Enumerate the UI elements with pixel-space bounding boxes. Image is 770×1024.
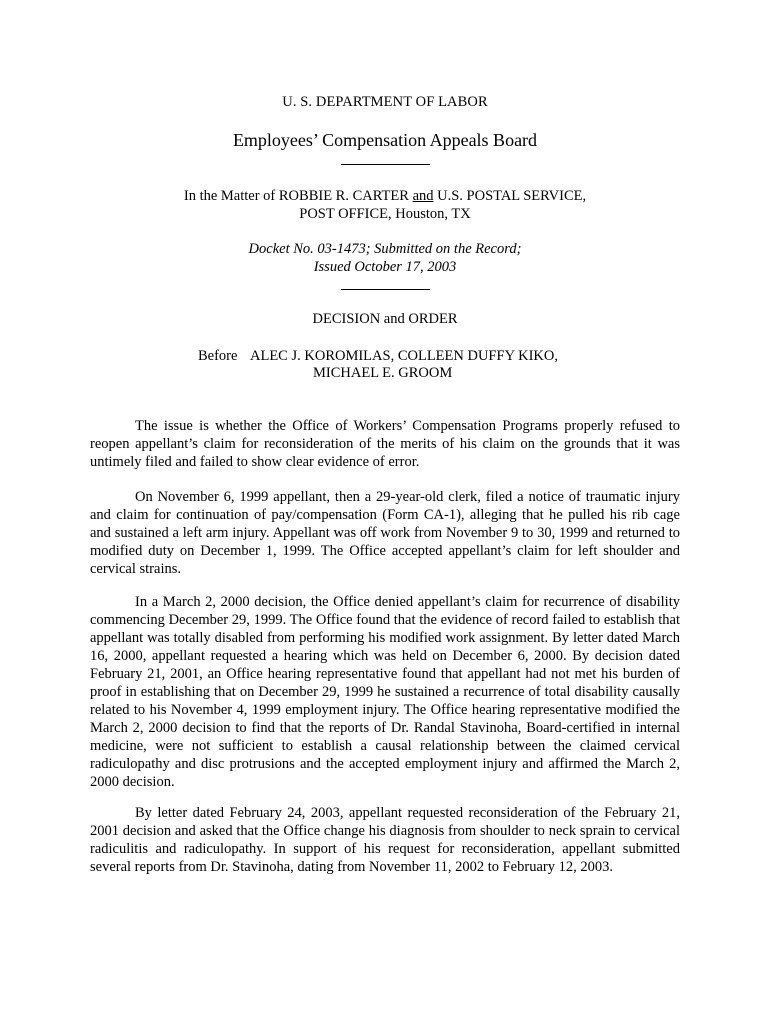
matter-and: and xyxy=(412,188,434,204)
divider-rule xyxy=(341,164,430,165)
docket-line-1: Docket No. 03-1473; Submitted on the Record; xyxy=(248,241,522,257)
paragraph-text: On November 6, 1999 appellant, then a 29-year-old clerk, filed a notice of traumatic injury and claim for continuation of pay/compensation (Form CA-1), alleging that he pulled his rib cage and sustained a left arm injury. Appellant was off work from November 9 to 30, 1999 and returned to modified duty on December 1, 1999. The Office accepted appellant’s claim for left shoulder and cervical strains. xyxy=(90,489,680,577)
paragraph-text: The issue is whether the Office of Workers’ Compensation Programs properly refused to reopen appellant’s claim for reconsideration of the merits of his claim on the grounds that it was untimely filed and failed to show clear evidence of error. xyxy=(90,418,680,470)
divider-rule xyxy=(341,289,430,290)
docket-info xyxy=(0,240,770,276)
judges-line-1: ALEC J. KOROMILAS, COLLEEN DUFFY KIKO, xyxy=(250,348,558,364)
decision-title: DECISION and ORDER xyxy=(312,311,458,327)
body-paragraph xyxy=(90,593,680,791)
matter-caption xyxy=(0,187,770,223)
before-label: Before xyxy=(198,348,238,364)
matter-line-1-prefix: In the Matter of ROBBIE R. CARTER xyxy=(183,188,413,204)
department-heading: U. S. DEPARTMENT OF LABOR xyxy=(282,94,488,110)
panel-line-1 xyxy=(198,347,558,365)
judges-line-2: MICHAEL E. GROOM xyxy=(313,365,453,381)
board-title: Employees’ Compensation Appeals Board xyxy=(232,130,538,150)
body-paragraph xyxy=(90,804,680,876)
matter-line-2: POST OFFICE, Houston, TX xyxy=(299,206,471,222)
paragraph-text: By letter dated February 24, 2003, appellant requested reconsideration of the February 21, 2001 decision and asked that the Office change his diagnosis from shoulder to neck sprain to cervical radiculitis and radiculopathy. In support of his request for reconsideration, appellant submitted several reports from Dr. Stavinoha, dating from November 11, 2002 to February 12, 2003. xyxy=(90,805,680,875)
paragraph-text: In a March 2, 2000 decision, the Office denied appellant’s claim for recurrence of disability commencing December 29, 1999. The Office found that the evidence of record failed to establish that appellant was totally disabled from performing his modified work assignment. By letter dated March 16, 2000, appellant requested a hearing which was held on December 6, 2000. By decision dated February 21, 2001, an Office hearing representative found that appellant had not met his burden of proof in establishing that on December 29, 1999 he sustained a recurrence of total disability causally related to his November 4, 1999 employment injury. The Office hearing representative modified the March 2, 2000 decision to find that the reports of Dr. Randal Stavinoha, Board-certified in internal medicine, were not sufficient to establish a causal relationship between the claimed cervical radiculopathy and disc protrusions and the accepted employment injury and affirmed the March 2, 2000 decision. xyxy=(90,594,680,790)
docket-line-2: Issued October 17, 2003 xyxy=(313,259,457,275)
matter-line-1-suffix: U.S. POSTAL SERVICE, xyxy=(433,188,587,204)
body-paragraph xyxy=(90,488,680,578)
body-paragraph xyxy=(90,417,680,471)
matter-line-1 xyxy=(0,187,770,205)
